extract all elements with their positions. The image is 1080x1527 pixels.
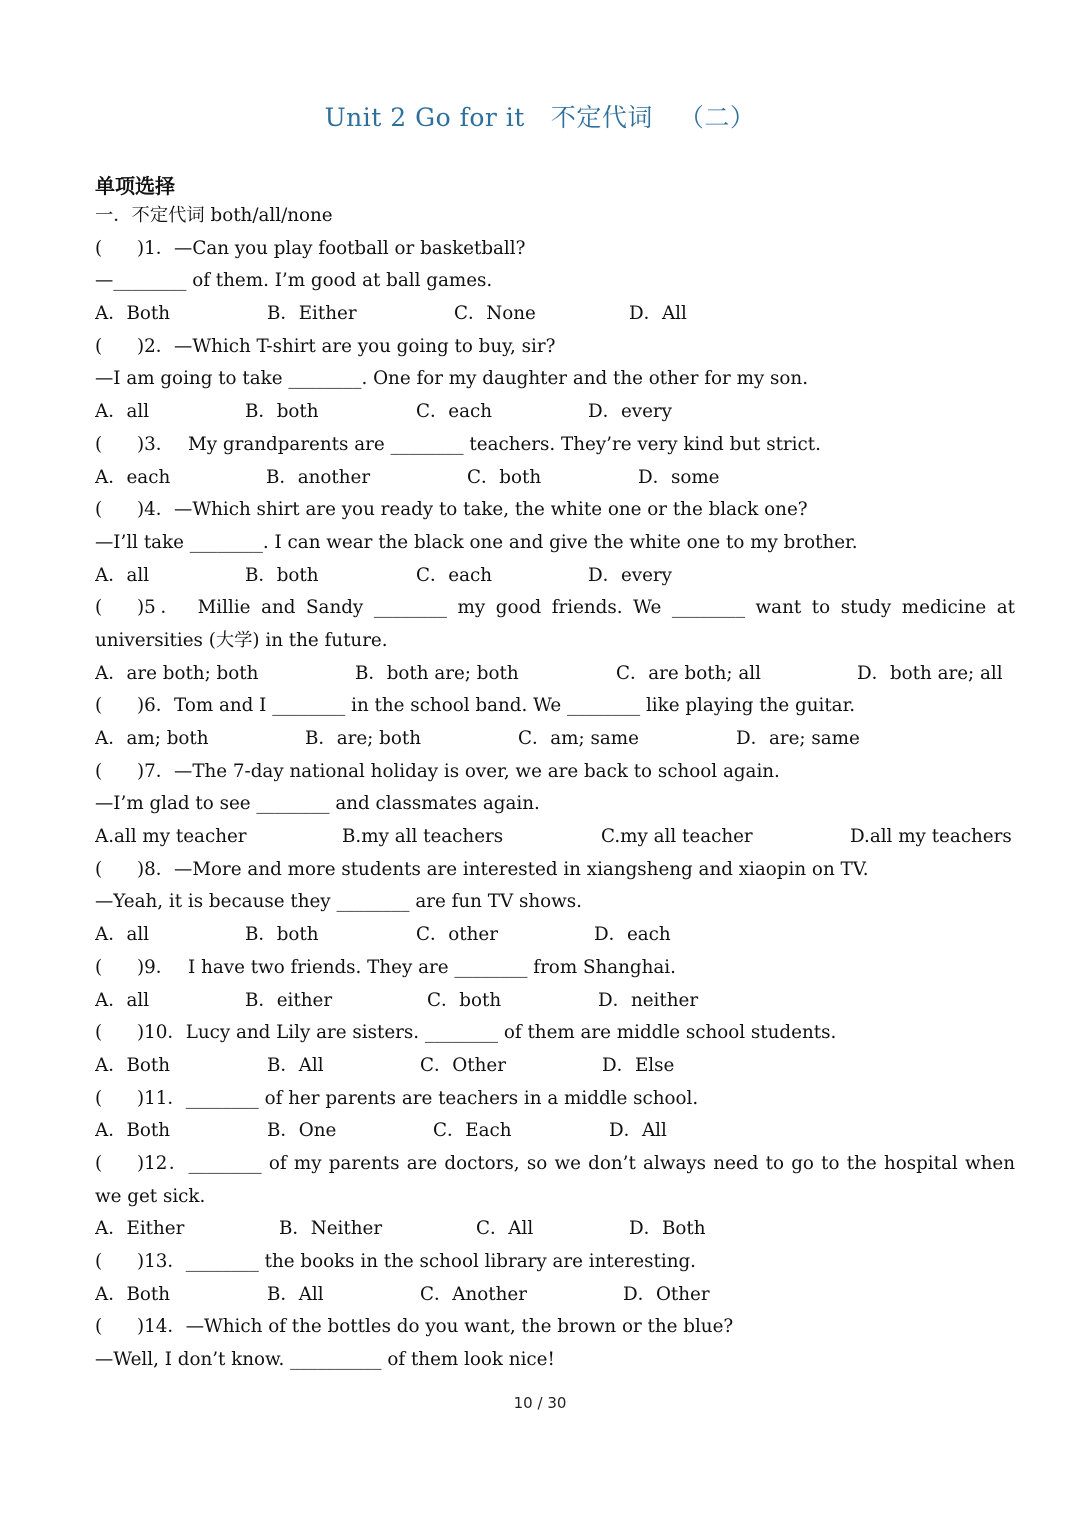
title-part: （二） <box>678 103 756 132</box>
option-b[interactable]: B．One <box>267 1120 337 1142</box>
answer-options <box>95 919 1015 952</box>
question-number: )5． <box>137 597 184 619</box>
option-d[interactable]: D．All <box>609 1120 667 1142</box>
question-text: Lucy and Lily are sisters. ________ of them are middle school students. <box>185 1022 837 1044</box>
answer-paren: ( <box>95 695 103 717</box>
answer-options <box>95 723 1015 756</box>
question-line: —I am going to take ________. One for my daughter and the other for my son. <box>95 368 809 390</box>
answer-paren: ( <box>95 858 103 880</box>
question-stem <box>95 331 1015 364</box>
page-title <box>0 98 1080 134</box>
answer-paren: ( <box>95 237 103 259</box>
option-a[interactable]: A．all <box>95 401 150 423</box>
question-number: )2． <box>137 335 175 357</box>
question-stem <box>95 952 1015 985</box>
option-c[interactable]: C．both <box>427 989 502 1011</box>
option-d[interactable]: D．every <box>588 564 672 586</box>
option-a[interactable]: A．each <box>95 466 171 488</box>
option-d[interactable]: D．All <box>629 303 687 325</box>
question-stem <box>95 494 1015 527</box>
option-a[interactable]: A．are both; both <box>95 662 259 684</box>
question-line: —I’ll take ________. I can wear the black one and give the white one to my brother. <box>95 531 858 553</box>
answer-options <box>95 1279 1015 1312</box>
page-number <box>0 1394 1080 1412</box>
total-pages: 30 <box>547 1394 567 1412</box>
question-number: )8． <box>137 858 175 880</box>
option-b[interactable]: B．either <box>245 989 333 1011</box>
section-heading: 单项选择 <box>95 174 175 198</box>
option-b[interactable]: B．both are; both <box>355 662 519 684</box>
question-line: —Well, I don’t know. __________ of them look nice! <box>95 1349 555 1371</box>
option-a[interactable]: A．Both <box>95 1283 171 1305</box>
answer-options <box>95 985 1015 1018</box>
answer-options <box>95 396 1015 429</box>
option-c[interactable]: C．are both; all <box>616 662 761 684</box>
answer-options <box>95 1050 1015 1083</box>
option-c[interactable]: C．None <box>454 303 536 325</box>
question-number: )12． <box>137 1152 189 1174</box>
option-b[interactable]: B．both <box>245 924 319 946</box>
question-text: Tom and I ________ in the school band. We ________ like playing the guitar. <box>174 695 856 717</box>
question-number: )7． <box>137 760 175 782</box>
question-text: ________ of my parents are doctors, so we don’t always need to go to the hospital when we get sick. <box>95 1152 1015 1207</box>
current-page: 10 <box>513 1394 533 1412</box>
option-d[interactable]: D．Both <box>629 1218 706 1240</box>
question-list <box>95 200 1015 1377</box>
option-c[interactable]: C．Each <box>433 1120 512 1142</box>
question-text: —The 7-day national holiday is over, we are back to school again. <box>174 760 780 782</box>
option-d[interactable]: D．are; same <box>736 728 860 750</box>
subsection-heading: 一．不定代词 both/all/none <box>95 205 333 226</box>
option-d[interactable]: D．every <box>588 401 672 423</box>
answer-options <box>95 462 1015 495</box>
answer-paren: ( <box>95 1087 103 1109</box>
answer-paren: ( <box>95 1316 103 1338</box>
answer-paren: ( <box>95 760 103 782</box>
question-number: )3． <box>137 433 175 455</box>
question-number: )11． <box>137 1087 186 1109</box>
page-separator: / <box>537 1394 543 1412</box>
option-a[interactable]: A．am; both <box>95 728 209 750</box>
answer-paren: ( <box>95 499 103 521</box>
question-text: I have two friends. They are ________ from Shanghai. <box>188 956 676 978</box>
option-b[interactable]: B.my all teachers <box>342 826 504 848</box>
question-line: —I’m glad to see ________ and classmates again. <box>95 793 540 815</box>
question-number: )9． <box>137 956 175 978</box>
question-text: My grandparents are ________ teachers. They’re very kind but strict. <box>188 433 821 455</box>
option-d[interactable]: D．neither <box>598 989 699 1011</box>
option-c[interactable]: C．Other <box>420 1054 506 1076</box>
question-number: )14． <box>137 1316 186 1338</box>
question-line: —Yeah, it is because they ________ are fun TV shows. <box>95 891 582 913</box>
option-b[interactable]: B．both <box>245 401 319 423</box>
question-text: —Which T-shirt are you going to buy, sir? <box>174 335 556 357</box>
answer-options <box>95 298 1015 331</box>
question-text: ________ the books in the school library are interesting. <box>185 1251 696 1273</box>
option-d[interactable]: D.all my teachers <box>850 826 1012 848</box>
answer-options <box>95 821 1015 854</box>
option-a[interactable]: A．Both <box>95 1054 171 1076</box>
answer-options <box>95 560 1015 593</box>
question-number: )10． <box>137 1022 186 1044</box>
question-number: )4． <box>137 499 175 521</box>
question-stem <box>95 1148 1015 1213</box>
option-d[interactable]: D．Other <box>623 1283 710 1305</box>
option-a[interactable]: A．Both <box>95 1120 171 1142</box>
question-number: )13． <box>137 1251 186 1273</box>
option-c[interactable]: C．other <box>416 924 498 946</box>
option-c[interactable]: C．Another <box>420 1283 527 1305</box>
option-d[interactable]: D．some <box>638 466 720 488</box>
option-c[interactable]: C．each <box>416 564 492 586</box>
option-b[interactable]: B．are; both <box>305 728 421 750</box>
option-b[interactable]: B．another <box>266 466 371 488</box>
answer-options <box>95 1213 1015 1246</box>
option-b[interactable]: B．both <box>245 564 319 586</box>
option-b[interactable]: B．All <box>267 1283 324 1305</box>
question-stem <box>95 429 1015 462</box>
option-a[interactable]: A．all <box>95 564 150 586</box>
question-number: )6． <box>137 695 175 717</box>
answer-paren: ( <box>95 1251 103 1273</box>
option-c[interactable]: C．All <box>476 1218 534 1240</box>
question-stem <box>95 756 1015 789</box>
option-c[interactable]: C．am; same <box>518 728 639 750</box>
answer-paren: ( <box>95 956 103 978</box>
option-d[interactable]: D．both are; all <box>857 662 1003 684</box>
question-stem <box>95 233 1015 266</box>
question-text: —Can you play football or basketball? <box>174 237 526 259</box>
option-d[interactable]: D．each <box>594 924 671 946</box>
question-text: ________ of her parents are teachers in a middle school. <box>185 1087 699 1109</box>
answer-options <box>95 1115 1015 1148</box>
question-stem <box>95 854 1015 887</box>
answer-paren: ( <box>95 433 103 455</box>
option-a[interactable]: A.all my teacher <box>95 826 247 848</box>
answer-paren: ( <box>95 597 103 619</box>
option-a[interactable]: A．Both <box>95 303 171 325</box>
question-stem <box>95 690 1015 723</box>
option-c[interactable]: C.my all teacher <box>601 826 753 848</box>
question-stem <box>95 592 1015 657</box>
option-d[interactable]: D．Else <box>602 1054 675 1076</box>
option-a[interactable]: A．all <box>95 924 150 946</box>
option-a[interactable]: A．all <box>95 989 150 1011</box>
option-b[interactable]: B．Neither <box>279 1218 383 1240</box>
option-b[interactable]: B．Either <box>267 303 357 325</box>
question-text: —More and more students are interested in xiangsheng and xiaopin on TV. <box>174 858 869 880</box>
question-stem <box>95 1311 1015 1344</box>
question-line: —________ of them. I’m good at ball games. <box>95 270 493 292</box>
option-c[interactable]: C．each <box>416 401 492 423</box>
answer-paren: ( <box>95 335 103 357</box>
option-b[interactable]: B．All <box>267 1054 324 1076</box>
title-chinese: 不定代词 <box>550 103 653 132</box>
title-english: Unit 2 Go for it <box>324 103 525 132</box>
question-stem <box>95 1017 1015 1050</box>
option-a[interactable]: A．Either <box>95 1218 185 1240</box>
question-text: —Which shirt are you ready to take, the white one or the black one? <box>174 499 808 521</box>
answer-paren: ( <box>95 1152 103 1174</box>
answer-paren: ( <box>95 1022 103 1044</box>
question-text: Millie and Sandy ________ my good friends. We ________ want to study medicine at universities (大学) in the future. <box>95 597 1015 651</box>
question-number: )1． <box>137 237 175 259</box>
question-text: —Which of the bottles do you want, the brown or the blue? <box>185 1316 734 1338</box>
question-stem <box>95 1246 1015 1279</box>
option-c[interactable]: C．both <box>467 466 542 488</box>
question-stem <box>95 1083 1015 1116</box>
answer-options <box>95 658 1015 691</box>
